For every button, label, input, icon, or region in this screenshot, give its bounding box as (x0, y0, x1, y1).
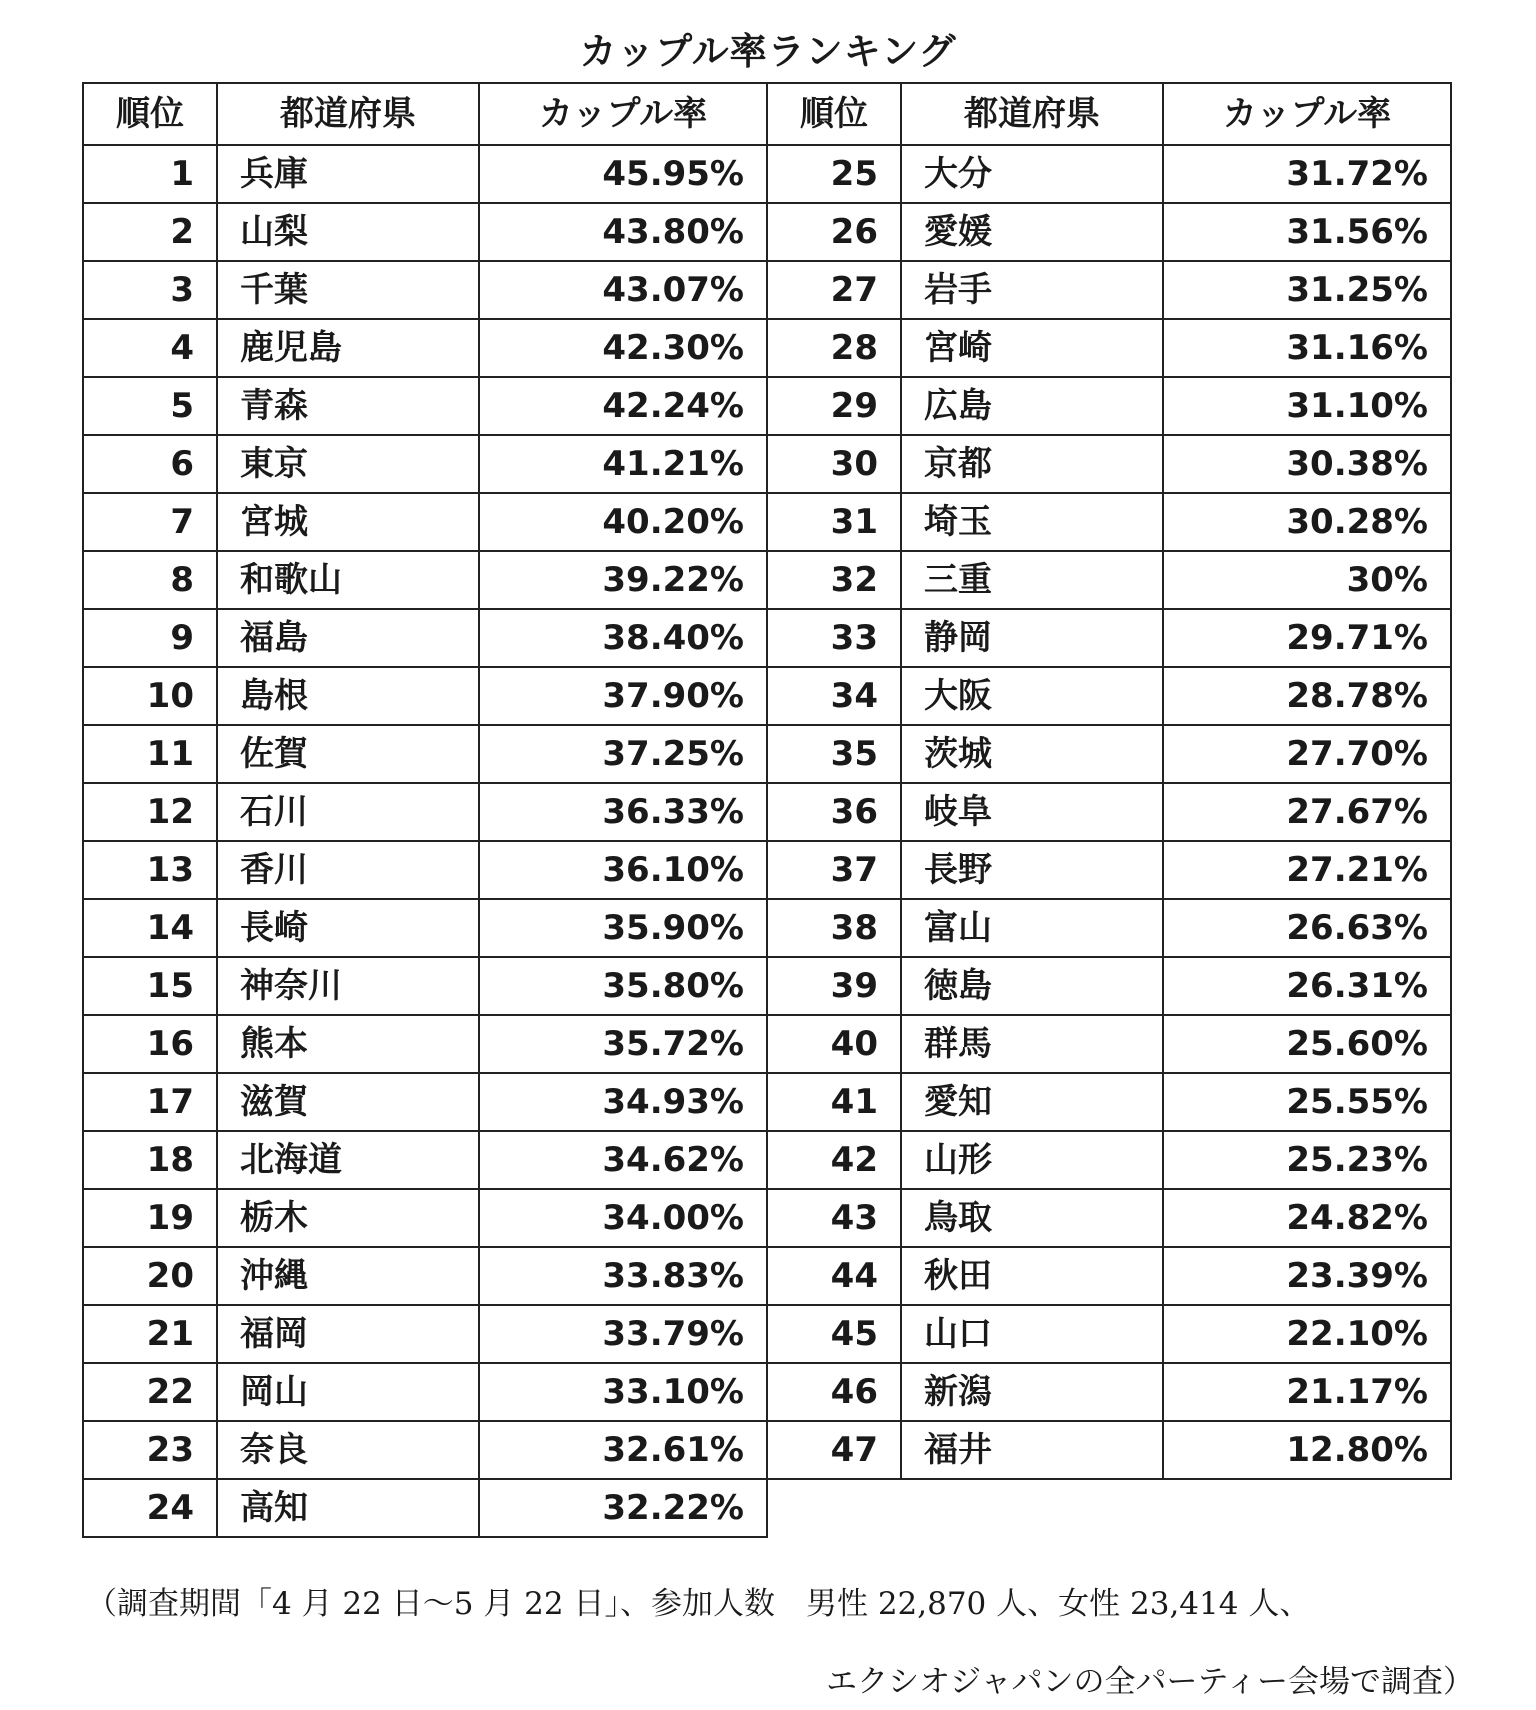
rank-cell: 20 (83, 1247, 217, 1305)
couple-rate-cell: 37.25% (479, 725, 767, 783)
couple-rate-cell: 35.90% (479, 899, 767, 957)
prefecture-cell: 佐賀 (217, 725, 479, 783)
rank-cell: 42 (767, 1131, 901, 1189)
table-row (83, 899, 767, 957)
rank-cell: 33 (767, 609, 901, 667)
prefecture-cell: 島根 (217, 667, 479, 725)
header-couple-rate: カップル率 (1163, 83, 1451, 145)
prefecture-cell: 福岡 (217, 1305, 479, 1363)
prefecture-cell: 埼玉 (901, 493, 1163, 551)
rank-cell: 37 (767, 841, 901, 899)
couple-rate-cell: 27.67% (1163, 783, 1451, 841)
rank-cell: 23 (83, 1421, 217, 1479)
rank-cell: 26 (767, 203, 901, 261)
table-row (767, 609, 1451, 667)
couple-rate-cell: 42.24% (479, 377, 767, 435)
rank-cell: 32 (767, 551, 901, 609)
rank-cell: 21 (83, 1305, 217, 1363)
table-row (83, 1015, 767, 1073)
prefecture-cell: 岡山 (217, 1363, 479, 1421)
prefecture-cell: 滋賀 (217, 1073, 479, 1131)
rank-cell: 38 (767, 899, 901, 957)
couple-rate-cell: 26.31% (1163, 957, 1451, 1015)
rank-cell: 12 (83, 783, 217, 841)
table-row (767, 1073, 1451, 1131)
couple-rate-cell: 30.28% (1163, 493, 1451, 551)
couple-rate-cell: 33.10% (479, 1363, 767, 1421)
table-row (83, 1305, 767, 1363)
table-row (767, 493, 1451, 551)
table-row (767, 1015, 1451, 1073)
couple-rate-cell: 36.10% (479, 841, 767, 899)
table-row (767, 1305, 1451, 1363)
ranking-table-right (766, 82, 1452, 1480)
prefecture-cell: 長野 (901, 841, 1163, 899)
table-row (767, 957, 1451, 1015)
table-row (767, 203, 1451, 261)
rank-cell: 34 (767, 667, 901, 725)
rank-cell: 43 (767, 1189, 901, 1247)
table-row (83, 435, 767, 493)
survey-note-line-2: エクシオジャパンの全パーティー会場で調査） (826, 1664, 1474, 1700)
couple-rate-cell: 39.22% (479, 551, 767, 609)
prefecture-cell: 三重 (901, 551, 1163, 609)
table-row (83, 1247, 767, 1305)
prefecture-cell: 香川 (217, 841, 479, 899)
couple-rate-cell: 31.16% (1163, 319, 1451, 377)
prefecture-cell: 新潟 (901, 1363, 1163, 1421)
couple-rate-cell: 34.93% (479, 1073, 767, 1131)
table-row (83, 377, 767, 435)
page-title: カップル率ランキング (579, 30, 957, 73)
rank-cell: 47 (767, 1421, 901, 1479)
rank-cell: 36 (767, 783, 901, 841)
prefecture-cell: 鳥取 (901, 1189, 1163, 1247)
rank-cell: 31 (767, 493, 901, 551)
prefecture-cell: 茨城 (901, 725, 1163, 783)
prefecture-cell: 和歌山 (217, 551, 479, 609)
rank-cell: 19 (83, 1189, 217, 1247)
couple-rate-cell: 40.20% (479, 493, 767, 551)
table-row (767, 435, 1451, 493)
table-row (767, 667, 1451, 725)
prefecture-cell: 岩手 (901, 261, 1163, 319)
table-row (83, 551, 767, 609)
table-row (767, 783, 1451, 841)
table-row (83, 1479, 767, 1537)
couple-rate-cell: 38.40% (479, 609, 767, 667)
prefecture-cell: 広島 (901, 377, 1163, 435)
couple-rate-cell: 33.79% (479, 1305, 767, 1363)
table-row (767, 261, 1451, 319)
rank-cell: 5 (83, 377, 217, 435)
couple-rate-cell: 32.22% (479, 1479, 767, 1537)
table-row (767, 551, 1451, 609)
rank-cell: 17 (83, 1073, 217, 1131)
couple-rate-cell: 35.72% (479, 1015, 767, 1073)
table-row (83, 1131, 767, 1189)
couple-rate-cell: 27.70% (1163, 725, 1451, 783)
couple-rate-cell: 34.00% (479, 1189, 767, 1247)
prefecture-cell: 長崎 (217, 899, 479, 957)
header-prefecture: 都道府県 (901, 83, 1163, 145)
prefecture-cell: 愛知 (901, 1073, 1163, 1131)
table-row (767, 319, 1451, 377)
rank-cell: 29 (767, 377, 901, 435)
prefecture-cell: 群馬 (901, 1015, 1163, 1073)
prefecture-cell: 山梨 (217, 203, 479, 261)
table-row (767, 899, 1451, 957)
couple-rate-cell: 31.72% (1163, 145, 1451, 203)
prefecture-cell: 京都 (901, 435, 1163, 493)
prefecture-cell: 秋田 (901, 1247, 1163, 1305)
rank-cell: 13 (83, 841, 217, 899)
prefecture-cell: 熊本 (217, 1015, 479, 1073)
rank-cell: 1 (83, 145, 217, 203)
couple-rate-cell: 33.83% (479, 1247, 767, 1305)
prefecture-cell: 鹿児島 (217, 319, 479, 377)
table-row (83, 319, 767, 377)
prefecture-cell: 福井 (901, 1421, 1163, 1479)
prefecture-cell: 岐阜 (901, 783, 1163, 841)
ranking-table-left (82, 82, 768, 1538)
rank-cell: 25 (767, 145, 901, 203)
rank-cell: 8 (83, 551, 217, 609)
prefecture-cell: 高知 (217, 1479, 479, 1537)
prefecture-cell: 石川 (217, 783, 479, 841)
table-row (767, 1247, 1451, 1305)
rank-cell: 40 (767, 1015, 901, 1073)
rank-cell: 35 (767, 725, 901, 783)
couple-rate-cell: 42.30% (479, 319, 767, 377)
couple-rate-cell: 32.61% (479, 1421, 767, 1479)
prefecture-cell: 神奈川 (217, 957, 479, 1015)
couple-rate-cell: 43.80% (479, 203, 767, 261)
couple-rate-cell: 45.95% (479, 145, 767, 203)
table-row (767, 1421, 1451, 1479)
couple-rate-cell: 25.55% (1163, 1073, 1451, 1131)
prefecture-cell: 宮城 (217, 493, 479, 551)
prefecture-cell: 愛媛 (901, 203, 1163, 261)
header-prefecture: 都道府県 (217, 83, 479, 145)
rank-cell: 9 (83, 609, 217, 667)
table-row (767, 1363, 1451, 1421)
couple-rate-cell: 23.39% (1163, 1247, 1451, 1305)
header-rank: 順位 (83, 83, 217, 145)
table-header-row (83, 83, 767, 145)
rank-cell: 6 (83, 435, 217, 493)
table-row (83, 493, 767, 551)
prefecture-cell: 宮崎 (901, 319, 1163, 377)
table-row (767, 377, 1451, 435)
couple-rate-cell: 21.17% (1163, 1363, 1451, 1421)
couple-rate-cell: 26.63% (1163, 899, 1451, 957)
couple-rate-cell: 35.80% (479, 957, 767, 1015)
table-row (767, 1189, 1451, 1247)
couple-rate-cell: 31.56% (1163, 203, 1451, 261)
rank-cell: 28 (767, 319, 901, 377)
rank-cell: 22 (83, 1363, 217, 1421)
couple-rate-cell: 30.38% (1163, 435, 1451, 493)
prefecture-cell: 千葉 (217, 261, 479, 319)
couple-rate-cell: 24.82% (1163, 1189, 1451, 1247)
prefecture-cell: 栃木 (217, 1189, 479, 1247)
rank-cell: 16 (83, 1015, 217, 1073)
couple-rate-cell: 31.10% (1163, 377, 1451, 435)
rank-cell: 24 (83, 1479, 217, 1537)
table-row (83, 145, 767, 203)
table-row (767, 841, 1451, 899)
prefecture-cell: 静岡 (901, 609, 1163, 667)
rank-cell: 18 (83, 1131, 217, 1189)
table-row (767, 1131, 1451, 1189)
rank-cell: 44 (767, 1247, 901, 1305)
rank-cell: 46 (767, 1363, 901, 1421)
couple-rate-cell: 31.25% (1163, 261, 1451, 319)
prefecture-cell: 奈良 (217, 1421, 479, 1479)
rank-cell: 2 (83, 203, 217, 261)
rank-cell: 11 (83, 725, 217, 783)
table-row (83, 1421, 767, 1479)
couple-rate-cell: 43.07% (479, 261, 767, 319)
prefecture-cell: 山口 (901, 1305, 1163, 1363)
prefecture-cell: 大阪 (901, 667, 1163, 725)
prefecture-cell: 東京 (217, 435, 479, 493)
table-header-row (767, 83, 1451, 145)
table-row (83, 841, 767, 899)
couple-rate-cell: 34.62% (479, 1131, 767, 1189)
table-row (83, 609, 767, 667)
table-row (83, 261, 767, 319)
rank-cell: 30 (767, 435, 901, 493)
couple-rate-cell: 37.90% (479, 667, 767, 725)
header-couple-rate: カップル率 (479, 83, 767, 145)
rank-cell: 39 (767, 957, 901, 1015)
table-row (767, 725, 1451, 783)
rank-cell: 3 (83, 261, 217, 319)
couple-rate-cell: 41.21% (479, 435, 767, 493)
couple-rate-cell: 36.33% (479, 783, 767, 841)
couple-rate-cell: 12.80% (1163, 1421, 1451, 1479)
prefecture-cell: 大分 (901, 145, 1163, 203)
prefecture-cell: 沖縄 (217, 1247, 479, 1305)
header-rank: 順位 (767, 83, 901, 145)
prefecture-cell: 青森 (217, 377, 479, 435)
prefecture-cell: 北海道 (217, 1131, 479, 1189)
rank-cell: 45 (767, 1305, 901, 1363)
table-row (83, 203, 767, 261)
prefecture-cell: 富山 (901, 899, 1163, 957)
table-row (83, 1189, 767, 1247)
prefecture-cell: 山形 (901, 1131, 1163, 1189)
prefecture-cell: 兵庫 (217, 145, 479, 203)
survey-note-line-1: （調査期間「4 月 22 日～5 月 22 日」、参加人数 男性 22,870 人、女性 23,414 人、 (86, 1586, 1311, 1622)
couple-rate-cell: 25.60% (1163, 1015, 1451, 1073)
rank-cell: 27 (767, 261, 901, 319)
table-row (83, 1363, 767, 1421)
table-row (83, 957, 767, 1015)
couple-rate-cell: 29.71% (1163, 609, 1451, 667)
table-row (767, 145, 1451, 203)
rank-cell: 41 (767, 1073, 901, 1131)
couple-rate-cell: 27.21% (1163, 841, 1451, 899)
rank-cell: 15 (83, 957, 217, 1015)
couple-rate-cell: 28.78% (1163, 667, 1451, 725)
rank-cell: 10 (83, 667, 217, 725)
rank-cell: 14 (83, 899, 217, 957)
prefecture-cell: 徳島 (901, 957, 1163, 1015)
rank-cell: 4 (83, 319, 217, 377)
table-row (83, 667, 767, 725)
table-row (83, 1073, 767, 1131)
couple-rate-cell: 22.10% (1163, 1305, 1451, 1363)
table-row (83, 725, 767, 783)
table-row (83, 783, 767, 841)
couple-rate-cell: 30% (1163, 551, 1451, 609)
prefecture-cell: 福島 (217, 609, 479, 667)
rank-cell: 7 (83, 493, 217, 551)
couple-rate-cell: 25.23% (1163, 1131, 1451, 1189)
